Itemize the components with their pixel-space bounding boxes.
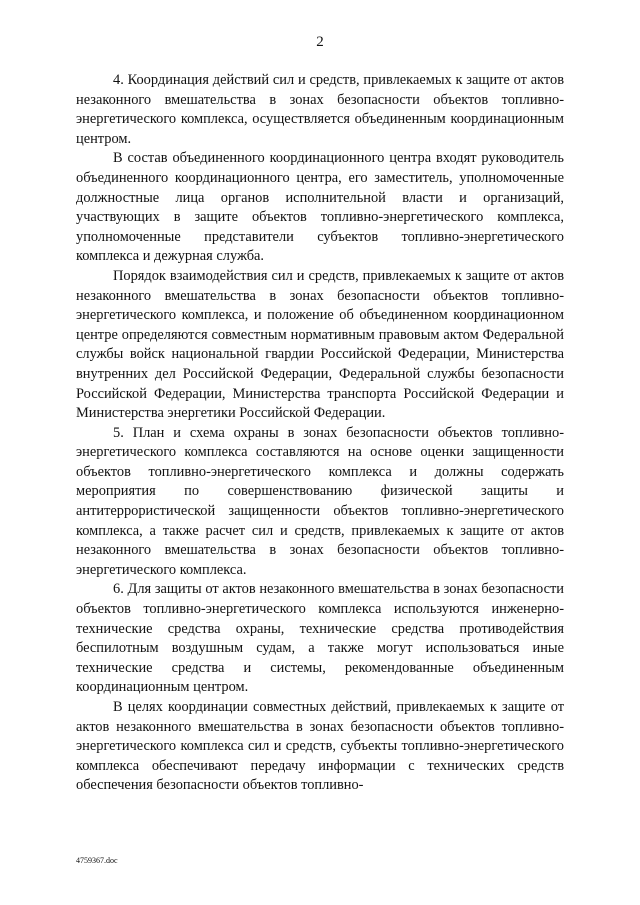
paragraph-interaction-procedure: Порядок взаимодействия сил и средств, привлекаемых к защите от актов незаконного вмешательства в зонах безопасности объектов топливно-энергетического комплекса, и положение об объединенном координационном центре определяются совместным нормативным правовым актом Федеральной службы войск национальной гвардии Российской Федерации, Министерства внутренних дел Российской Федерации, Федеральной службы безопасности Российской Федерации, Министерства транспорта Российской Федерации и Министерства энергетики Российской Федерации. xyxy=(76,267,564,422)
paragraph-technical-means: 6. Для защиты от актов незаконного вмешательства в зонах безопасности объектов топливно-энергетического комплекса используются инженерно-технические средства охраны, технические средства противодействия беспилотным воздушным судам, а также могут использоваться иные технические средства и системы, рекомендованные объединенным координационным центром. xyxy=(76,581,564,696)
paragraph-security-plan: 5. План и схема охраны в зонах безопасности объектов топливно-энергетического комплекса составляются на основе оценки защищенности объектов топливно-энергетического комплекса и должны содержать мероприятия по совершенствованию физической защиты и антитеррористической защищенности объектов топливно-энергетического комплекса, а также расчет сил и средств, привлекаемых к защите от актов незаконного вмешательства в зонах безопасности объектов топливно-энергетического комплекса. xyxy=(76,424,564,578)
paragraph-center-composition: В состав объединенного координационного центра входят руководитель объединенного координационного центра, его заместитель, уполномоченные должностные лица органов исполнительной власти и организаций, участвующих в защите объектов топливно-энергетического комплекса, уполномоченные представители субъектов топливно-энергетического комплекса и дежурная служба. xyxy=(76,150,564,265)
document-body xyxy=(76,71,564,796)
document-file-code: 4759367.doc xyxy=(76,856,118,865)
paragraph-information-transfer: В целях координации совместных действий, привлекаемых к защите от актов незаконного вмешательства в зонах безопасности объектов топливно-энергетического комплекса сил и средств, субъекты топливно-энергетического комплекса обеспечивают передачу информации с технических средств обеспечения безопасности объектов топливно- xyxy=(76,699,564,794)
page-number: 2 xyxy=(316,34,324,50)
paragraph-coordination: 4. Координация действий сил и средств, привлекаемых к защите от актов незаконного вмешательства в зонах безопасности объектов топливно-энергетического комплекса, осуществляется объединенным координационным центром. xyxy=(76,72,564,147)
